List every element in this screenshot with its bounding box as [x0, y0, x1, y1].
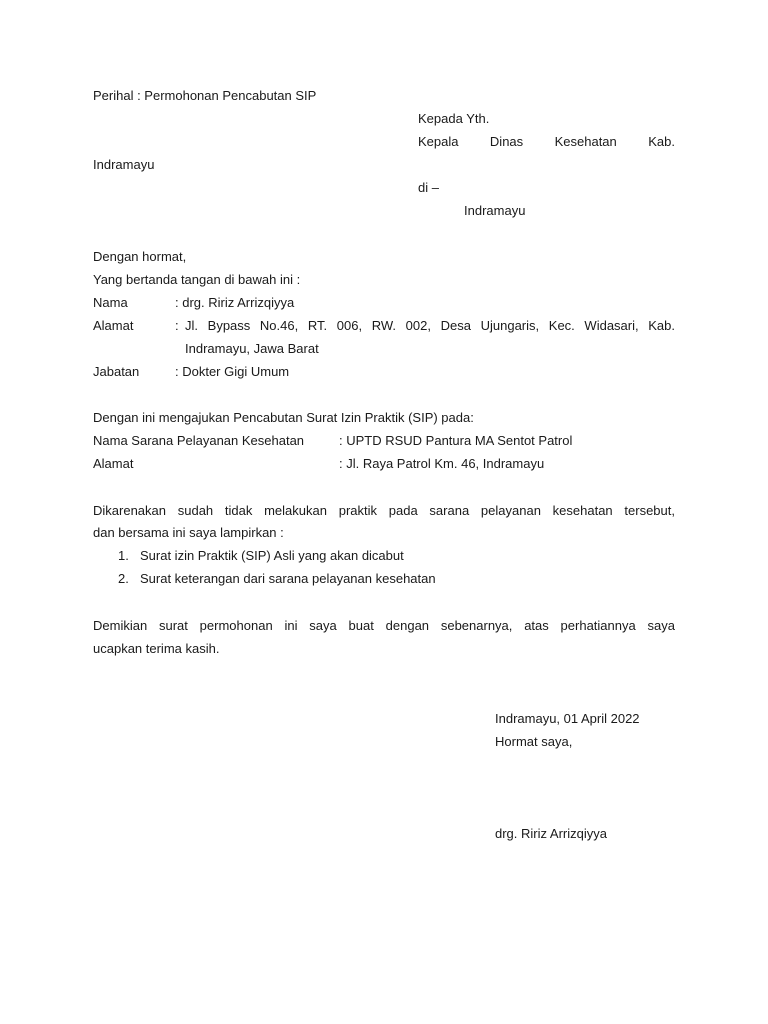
attachment-item: Surat izin Praktik (SIP) Asli yang akan dicabut [140, 548, 404, 563]
recipient-line1: Kepada Yth. [418, 111, 490, 126]
closing-line1: Demikian surat permohonan ini saya buat dengan sebenarnya, atas perhatiannya saya [93, 618, 675, 633]
intro-line: Yang bertanda tangan di bawah ini : [93, 272, 301, 287]
recipient-line4: Indramayu [464, 203, 526, 218]
reason-line1: Dikarenakan sudah tidak melakukan praktik pada sarana pelayanan kesehatan tersebut, [93, 503, 675, 518]
address-colon: : [175, 318, 179, 333]
name-label: Nama [93, 295, 128, 310]
attachment-item: Surat keterangan dari sarana pelayanan kesehatan [140, 571, 436, 586]
greeting: Dengan hormat, [93, 249, 187, 264]
address-line1: Jl. Bypass No.46, RT. 006, RW. 002, Desa Ujungaris, Kec. Widasari, Kab. [185, 318, 675, 333]
recipient-word: Dinas [489, 134, 524, 149]
position-label: Jabatan [93, 364, 140, 379]
reason-line2: dan bersama ini saya lampirkan : [93, 525, 284, 540]
recipient-line2 [418, 134, 675, 150]
attachment-number: 1. [118, 548, 129, 563]
name-value: : drg. Ririz Arrizqiyya [175, 295, 295, 310]
facility-address-value: : Jl. Raya Patrol Km. 46, Indramayu [339, 456, 545, 471]
facility-name-label: Nama Sarana Pelayanan Kesehatan [93, 433, 305, 448]
recipient-word: Kepala [418, 134, 459, 149]
address-line2: Indramayu, Jawa Barat [185, 341, 319, 356]
request-intro: Dengan ini mengajukan Pencabutan Surat Izin Praktik (SIP) pada: [93, 410, 474, 425]
recipient-line3: di – [418, 180, 439, 195]
recipient-line2-cont: Indramayu [93, 157, 155, 172]
recipient-word: Kab. [648, 134, 675, 149]
signature-regards: Hormat saya, [495, 734, 573, 749]
attachment-number: 2. [118, 571, 129, 586]
recipient-word: Kesehatan [554, 134, 617, 149]
signature-name: drg. Ririz Arrizqiyya [495, 826, 607, 841]
closing-line2: ucapkan terima kasih. [93, 641, 220, 656]
facility-address-label: Alamat [93, 456, 134, 471]
address-label: Alamat [93, 318, 134, 333]
subject-line: Perihal : Permohonan Pencabutan SIP [93, 88, 317, 103]
facility-name-value: : UPTD RSUD Pantura MA Sentot Patrol [339, 433, 573, 448]
signature-place-date: Indramayu, 01 April 2022 [495, 711, 640, 726]
position-value: : Dokter Gigi Umum [175, 364, 290, 379]
